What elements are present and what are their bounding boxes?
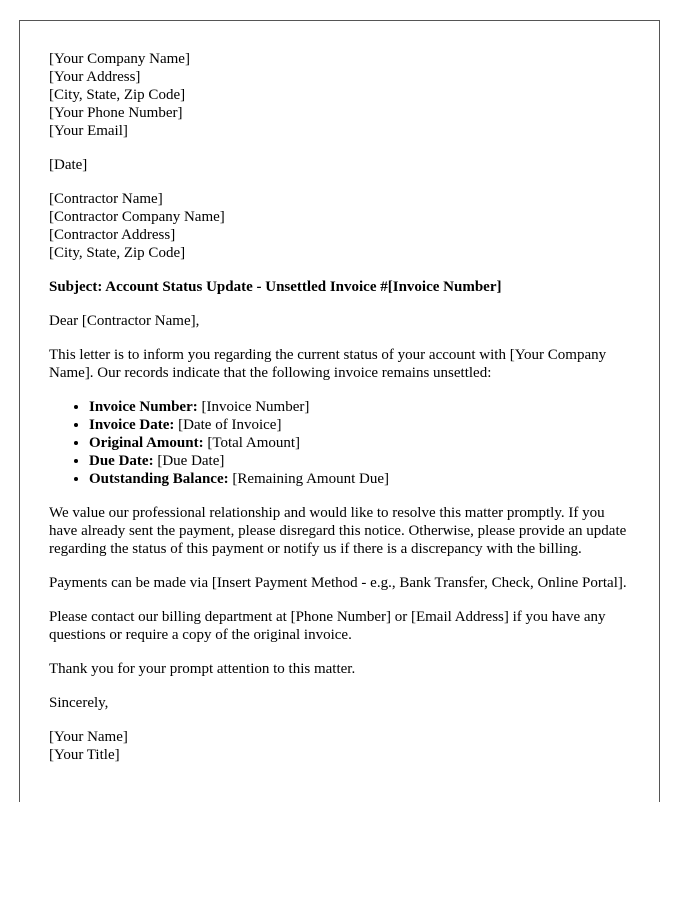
invoice-details-list (49, 398, 630, 488)
original-amount-value: [Total Amount] (203, 435, 301, 451)
recipient-address: [Contractor Address] (49, 227, 176, 243)
invoice-number-label: Invoice Number: (89, 399, 198, 415)
recipient-address-block (49, 190, 630, 262)
list-item (89, 470, 630, 488)
recipient-city-state-zip: [City, State, Zip Code] (49, 245, 186, 261)
signature-title: [Your Title] (49, 747, 120, 763)
intro-paragraph: This letter is to inform you regarding the current status of your account with [Your Company Name]. Our records indicate that the following invoice remains unsettled: (49, 347, 607, 381)
letter-date: [Date] (49, 157, 88, 173)
outstanding-balance-label: Outstanding Balance: (89, 471, 229, 487)
list-item (89, 434, 630, 452)
due-date-value: [Due Date] (153, 453, 225, 469)
sender-city-state-zip: [City, State, Zip Code] (49, 87, 186, 103)
list-item (89, 416, 630, 434)
payment-methods-paragraph: Payments can be made via [Insert Payment Method - e.g., Bank Transfer, Check, Online Portal]. (49, 575, 627, 591)
signature-block (49, 728, 630, 764)
list-item (89, 452, 630, 470)
subject-line: Subject: Account Status Update - Unsettled Invoice #[Invoice Number] (49, 279, 502, 295)
recipient-company-name: [Contractor Company Name] (49, 209, 225, 225)
recipient-name: [Contractor Name] (49, 191, 163, 207)
signature-name: [Your Name] (49, 729, 128, 745)
contact-paragraph: Please contact our billing department at [Phone Number] or [Email Address] if you have any questions or require a copy of the original invoice. (49, 609, 606, 643)
sender-email: [Your Email] (49, 123, 128, 139)
list-item (89, 398, 630, 416)
salutation: Dear [Contractor Name], (49, 313, 200, 329)
sender-phone: [Your Phone Number] (49, 105, 183, 121)
sender-address: [Your Address] (49, 69, 141, 85)
sender-company-name: [Your Company Name] (49, 51, 190, 67)
relationship-paragraph: We value our professional relationship and would like to resolve this matter promptly. If you have already sent the payment, please disregard this notice. Otherwise, please provide an update regarding the status of this payment or notify us if there is a discrepancy with the billing. (49, 505, 627, 557)
invoice-number-value: [Invoice Number] (197, 399, 310, 415)
original-amount-label: Original Amount: (89, 435, 204, 451)
invoice-date-value: [Date of Invoice] (174, 417, 282, 433)
closing: Sincerely, (49, 695, 109, 711)
thank-you-paragraph: Thank you for your prompt attention to this matter. (49, 661, 356, 677)
outstanding-balance-value: [Remaining Amount Due] (228, 471, 390, 487)
letter-page (19, 20, 660, 802)
invoice-date-label: Invoice Date: (89, 417, 175, 433)
sender-address-block (49, 50, 630, 140)
due-date-label: Due Date: (89, 453, 154, 469)
